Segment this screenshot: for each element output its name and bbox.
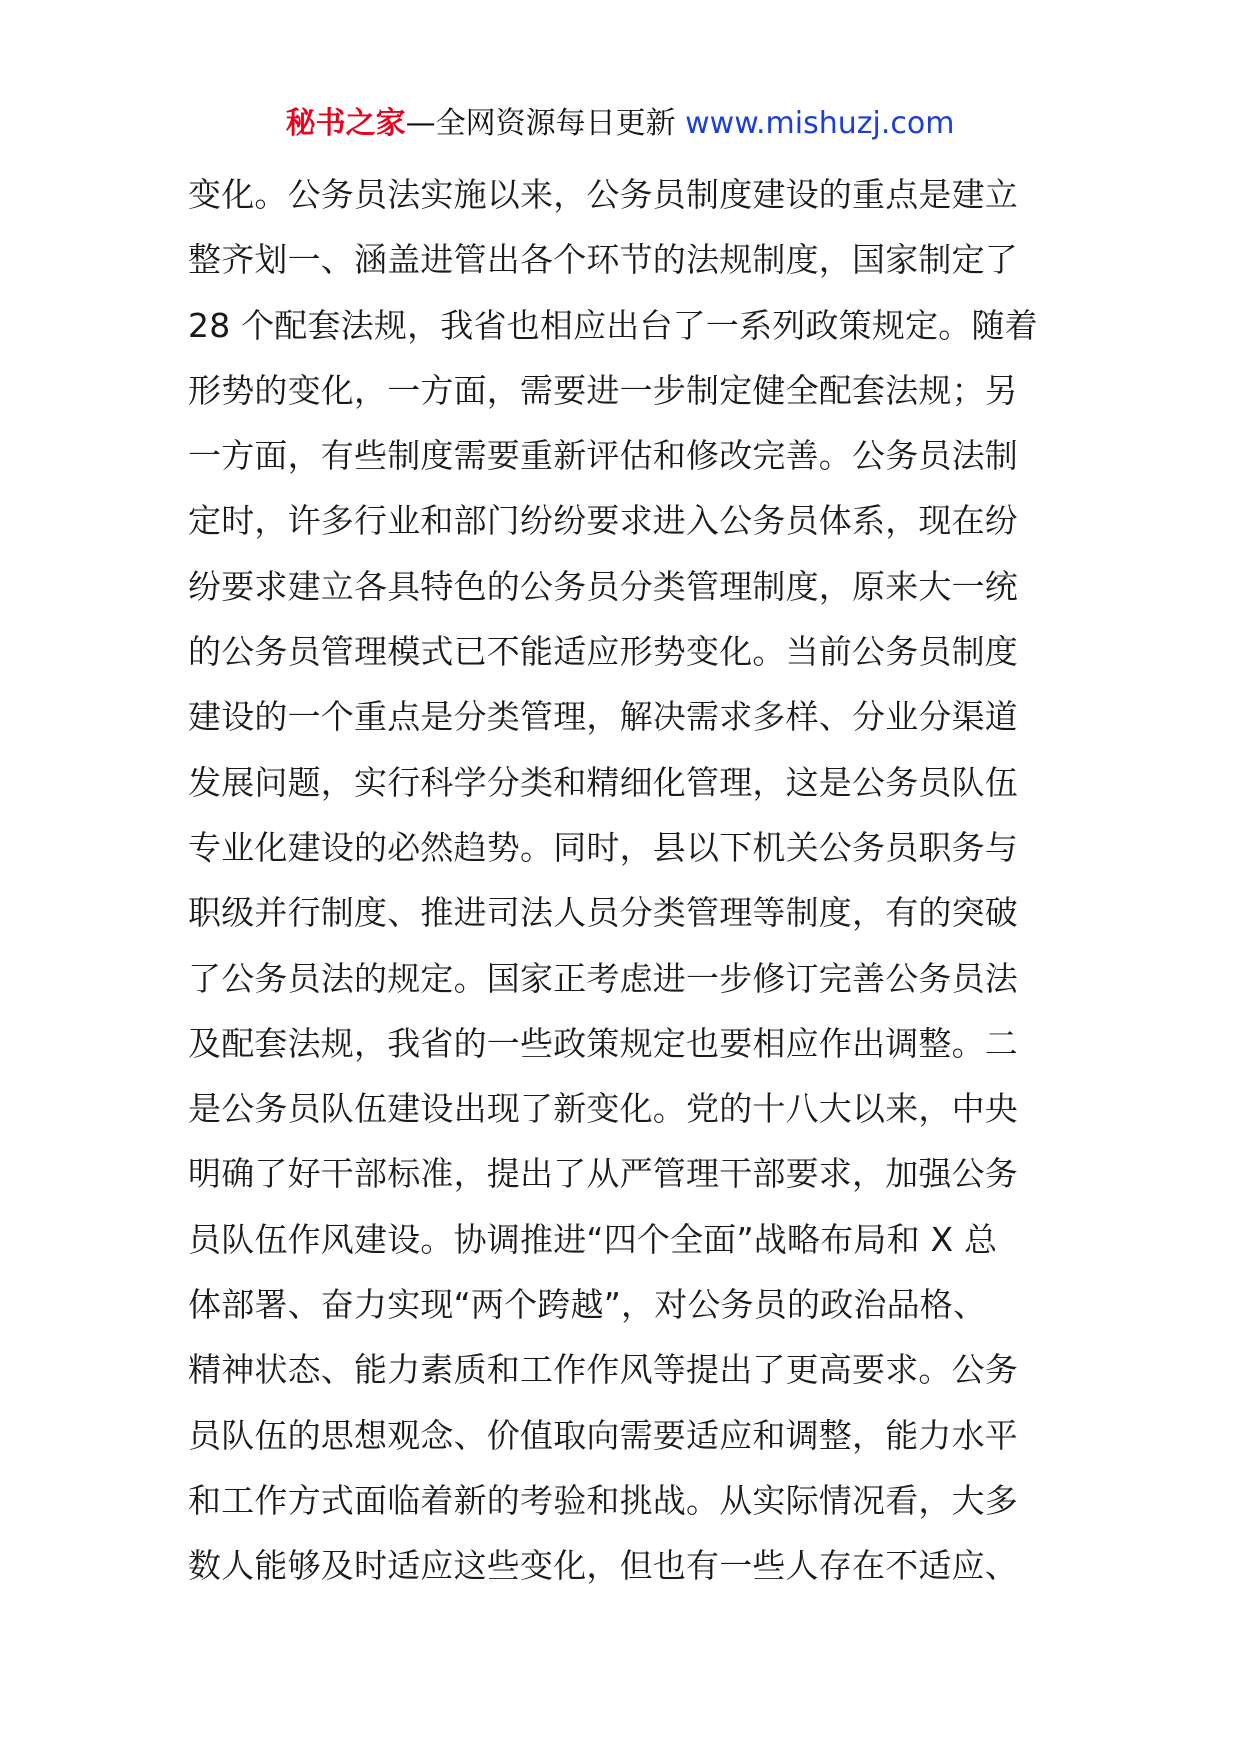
text-line: 员队伍的思想观念、价值取向需要适应和调整，能力水平: [188, 1415, 1018, 1455]
text-line: 和工作方式面临着新的考验和挑战。从实际情况看，大多: [188, 1480, 1018, 1520]
text-line: 一方面，有些制度需要重新评估和修改完善。公务员法制: [188, 436, 1018, 476]
text-line: 精神状态、能力素质和工作作风等提出了更高要求。公务: [188, 1350, 1018, 1390]
text-line: 数人能够及时适应这些变化，但也有一些人存在不适应、: [188, 1546, 1018, 1586]
text-line: 是公务员队伍建设出现了新变化。党的十八大以来，中央: [188, 1089, 1018, 1129]
text-line: 及配套法规，我省的一些政策规定也要相应作出调整。二: [188, 1023, 1018, 1063]
text-line: 建设的一个重点是分类管理，解决需求多样、分业分渠道: [188, 697, 1018, 737]
text-line: 纷要求建立各具特色的公务员分类管理制度，原来大一统: [188, 566, 1018, 606]
text-line: 了公务员法的规定。国家正考虑进一步修订完善公务员法: [188, 958, 1018, 998]
text-line: 的公务员管理模式已不能适应形势变化。当前公务员制度: [188, 632, 1018, 672]
text-line: 整齐划一、涵盖进管出各个环节的法规制度，国家制定了: [188, 240, 1018, 280]
text-line: 定时，许多行业和部门纷纷要求进入公务员体系，现在纷: [188, 501, 1018, 541]
text-line: 变化。公务员法实施以来，公务员制度建设的重点是建立: [188, 175, 1018, 214]
page-header: [0, 104, 1240, 144]
site-tagline: —全网资源每日更新: [405, 106, 686, 141]
text-line: 专业化建设的必然趋势。同时，县以下机关公务员职务与: [188, 827, 1018, 867]
text-line: 职级并行制度、推进司法人员分类管理等制度，有的突破: [188, 893, 1018, 933]
document-body: [188, 162, 1068, 1599]
text-line: 发展问题，实行科学分类和精细化管理，这是公务员队伍: [188, 762, 1018, 802]
text-line: 体部署、奋力实现“两个跨越”，对公务员的政治品格、: [188, 1285, 987, 1325]
site-brand: 秘书之家: [285, 106, 406, 141]
text-line: 员队伍作风建设。协调推进“四个全面”战略布局和 X 总: [188, 1219, 998, 1259]
text-line: 明确了好干部标准，提出了从严管理干部要求，加强公务: [188, 1154, 1018, 1194]
site-url[interactable]: www.mishuzj.com: [685, 106, 955, 141]
text-line: 形势的变化，一方面，需要进一步制定健全配套法规；另: [188, 370, 1018, 410]
text-line: 28 个配套法规，我省也相应出台了一系列政策规定。随着: [188, 305, 1038, 345]
